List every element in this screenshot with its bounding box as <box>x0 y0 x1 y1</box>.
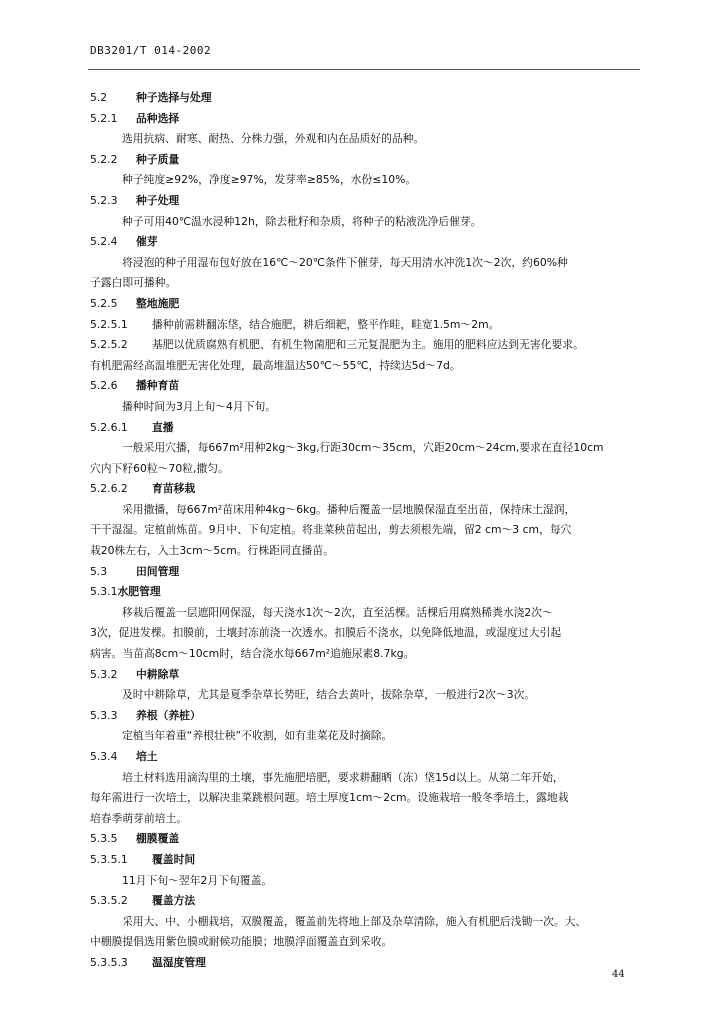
body-text-line: 3次，促进发棵。扣膜前，土壤封冻前浇一次透水。扣膜后不浇水，以免降低地温，或湿度过大引起 <box>90 626 562 640</box>
section-title: 覆盖时间 <box>152 852 196 866</box>
section-heading <box>90 582 650 603</box>
section-heading <box>90 418 650 439</box>
body-text-line: 采用大、中、小棚栽培，双膜覆盖，覆盖前先将地上部及杂草清除，施入有机肥后浅锄一次。大、 <box>122 914 587 928</box>
body-text-line: 中棚膜提倡选用紫色膜或耐候功能膜；地膜浮面覆盖直到采收。 <box>90 935 393 949</box>
section-number: 5.3.2 <box>90 667 118 681</box>
section-number: 5.2.2 <box>90 152 118 166</box>
section-title: 种子处理 <box>136 193 180 207</box>
section-heading <box>90 562 650 583</box>
section-number: 5.2.6.2 <box>90 482 128 496</box>
body-text-line: 采用撒播，每667m²苗床用种4kg～6kg。播种后覆盖一层地膜保湿直至出苗，保持床土湿润， <box>122 502 576 516</box>
section-heading <box>90 109 650 130</box>
section-heading <box>90 376 650 397</box>
body-text-line: 穴内下籽60粒～70粒,撒匀。 <box>90 461 229 475</box>
section-number: 5.3.5.2 <box>90 894 128 908</box>
section-title: 覆盖方法 <box>152 894 196 908</box>
section-title: 温湿度管理 <box>152 955 206 969</box>
section-heading <box>90 891 650 912</box>
section-title: 棚膜覆盖 <box>136 832 180 846</box>
section-title: 整地施肥 <box>136 296 180 310</box>
body-text-line: 病害。当苗高8cm～10cm时，结合浇水每667m²追施尿素8.7kg。 <box>90 647 415 661</box>
section-number: 5.2.1 <box>90 111 118 125</box>
body-text-line: 选用抗病、耐寒、耐热、分株力强，外观和内在品质好的品种。 <box>122 132 425 146</box>
body-text-line: 一般采用穴播，每667m²用种2kg～3kg,行距30cm～35cm，穴距20cm～24cm,要求在直径10cm <box>122 441 604 455</box>
section-heading <box>90 479 650 500</box>
body-text-line: 每年需进行一次培土，以解决韭菜跳根问题。培土厚度1cm～2cm。设施栽培一般冬季培土，露地栽 <box>90 791 569 805</box>
clause-text: 基肥以优质腐熟有机肥、有机生物菌肥和三元复混肥为主。施用的肥料应达到无害化要求。 <box>152 338 584 352</box>
section-heading <box>90 150 650 171</box>
section-number: 5.2.5.1 <box>90 317 128 331</box>
section-title: 田间管理 <box>136 564 180 578</box>
section-number: 5.2.5.2 <box>90 338 128 352</box>
section-title: 育苗移栽 <box>152 482 196 496</box>
section-title: 品种选择 <box>136 111 180 125</box>
section-number: 5.2.6 <box>90 379 118 393</box>
section-number: 5.3.3 <box>90 708 118 722</box>
section-number: 5.3.5.1 <box>90 852 128 866</box>
section-title: 播种育苗 <box>136 379 180 393</box>
section-number: 5.3.5 <box>90 832 118 846</box>
body-text-line: 种子纯度≥92%，净度≥97%，发芽率≥85%，水份≤10%。 <box>122 173 417 187</box>
header-rule <box>88 69 640 70</box>
section-number: 5.2.5 <box>90 296 118 310</box>
document-body <box>90 88 650 974</box>
section-title: 中耕除草 <box>136 667 180 681</box>
section-number: 5.2 <box>90 91 108 104</box>
section-heading <box>90 829 650 850</box>
body-text-line: 及时中耕除草，尤其是夏季杂草长势旺，结合去黄叶，拔除杂草，一般进行2次～3次。 <box>122 688 536 702</box>
section-heading <box>90 747 650 768</box>
section-number: 5.3.4 <box>90 750 118 763</box>
section-number: 5.2.4 <box>90 235 118 249</box>
section-title: 水肥管理 <box>117 585 161 599</box>
section-heading <box>90 232 650 253</box>
body-text-line: 11月下旬～翌年2月下旬覆盖。 <box>122 873 273 887</box>
body-text-line: 种子可用40℃温水浸种12h，除去秕籽和杂质，将种子的粘液洗净后催芽。 <box>122 214 482 228</box>
body-text-line: 培春季萌芽前培土。 <box>90 811 188 825</box>
section-heading <box>90 191 650 212</box>
section-heading <box>90 335 650 356</box>
section-title: 培土 <box>136 750 158 763</box>
body-text-line: 将浸泡的种子用湿布包好放在16℃～20℃条件下催芽，每天用清水冲洗1次～2次，约60%种 <box>122 255 568 269</box>
section-number: 5.2.3 <box>90 193 118 207</box>
body-text-line: 播种时间为3月上旬～4月下旬。 <box>122 399 277 413</box>
section-title: 直播 <box>152 420 174 434</box>
section-heading <box>90 88 650 109</box>
body-text-line: 移栽后覆盖一层遮阳网保湿，每天浇水1次～2次，直至活棵。活棵后用腐熟稀粪水浇2次～ <box>122 605 553 619</box>
document-code-header: DB3201/T 014-2002 <box>90 44 212 57</box>
section-number: 5.3 <box>90 564 108 578</box>
section-heading <box>90 294 650 315</box>
body-text-line: 子露白即可播种。 <box>90 276 177 290</box>
body-text-line: 栽20株左右，入土3cm～5cm。行株距同直播苗。 <box>90 544 334 558</box>
section-heading <box>90 953 650 974</box>
section-heading <box>90 850 650 871</box>
section-number: 5.2.6.1 <box>90 420 128 434</box>
body-text-line: 培土材料选用滴沟里的土壤，事先施肥培肥，要求耕翻晒（冻）垡15d以上。从第二年开始， <box>122 770 564 784</box>
section-title: 种子选择与处理 <box>136 91 212 104</box>
section-title: 养根（养桩） <box>136 708 201 722</box>
body-text-line: 定植当年着重“养根壮秧”不收割，如有韭菜花及时摘除。 <box>122 729 393 743</box>
section-heading <box>90 665 650 686</box>
section-number: 5.3.1 <box>90 585 118 599</box>
page-number: 44 <box>612 969 625 980</box>
section-title: 催芽 <box>136 235 158 249</box>
section-number: 5.3.5.3 <box>90 955 128 969</box>
section-heading <box>90 315 650 336</box>
clause-text: 播种前需耕翻冻垡，结合施肥，耕后细耙，整平作畦，畦宽1.5m～2m。 <box>152 317 500 331</box>
body-text-line: 有机肥需经高温堆肥无害化处理，最高堆温达50℃～55℃，持续达5d～7d。 <box>90 358 461 372</box>
body-text-line: 干干湿湿。定植前炼苗。9月中、下旬定植。将韭菜秧苗起出，剪去须根先端，留2 cm～3 cm，每穴 <box>90 523 572 537</box>
section-title: 种子质量 <box>136 152 180 166</box>
section-heading <box>90 706 650 727</box>
